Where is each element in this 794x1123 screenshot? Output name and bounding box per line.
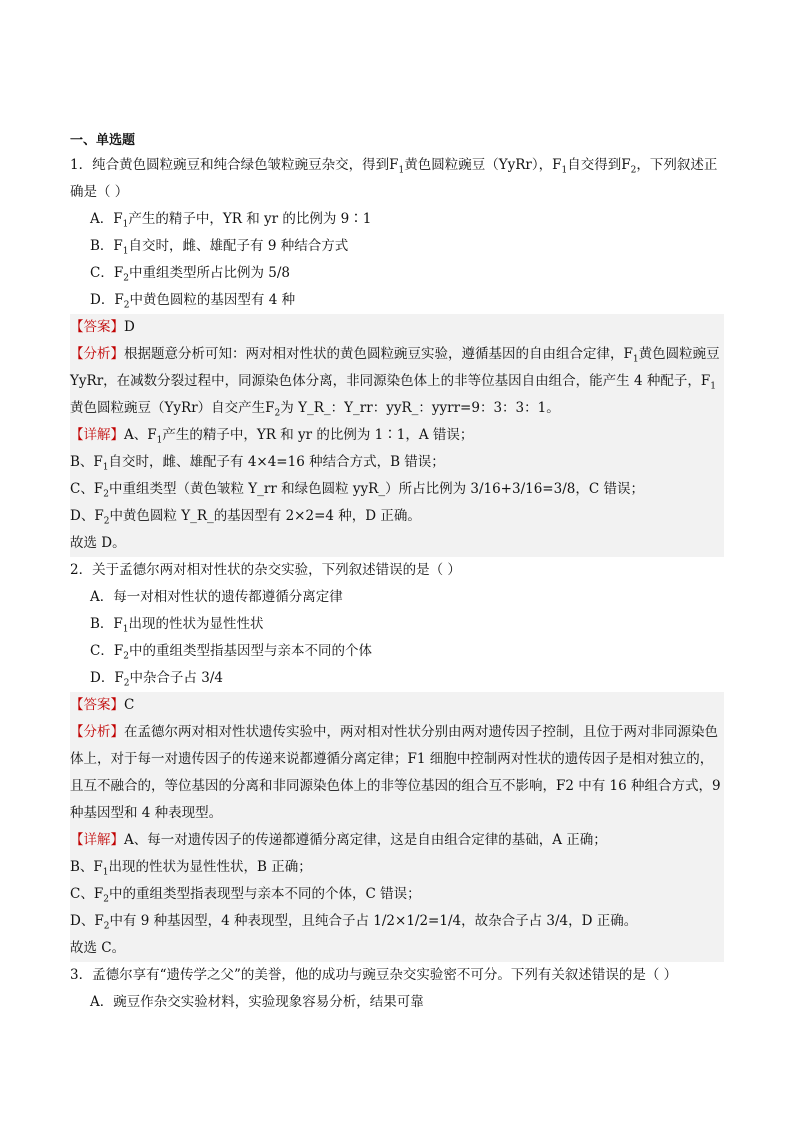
section-title: 一、单选题 (70, 133, 136, 148)
question-3-stem: 3．孟德尔享有“遗传学之父”的美誉，他的成功与豌豆杂交实验密不可分。下列有关叙述错误的是（ ） (70, 967, 678, 983)
conclusion-line: 故选 C。 (70, 940, 126, 956)
question-3 (70, 962, 724, 1016)
analysis-paragraph: 【分析】根据题意分析可知：两对相对性状的黄色圆粒豌豆实验，遵循基因的自由组合定律，$F_1$黄色圆粒豌豆 YyRr，在减数分裂过程中，同源染色体分离，非同源染色体上的非等位基因自由组合，能产生 4 种配子，$F_1$黄色圆粒豌豆（YyRr）自交产生$F_2$为 Y_R_：Y_rr：yyR_：yyrr=9：3：3：1。 (70, 346, 720, 419)
detail-line: B、$F_1$自交时，雌、雄配子有 4×4=16 种结合方式，B 错误； (70, 454, 445, 473)
question-1-option-c: C．$F_2$中重组类型所占比例为 5/8 (90, 265, 290, 284)
analysis-paragraph: 【分析】在孟德尔两对相对性状遗传实验中，两对相对性状分别由两对遗传因子控制，且位于两对非同源染色体上，对于每一对遗传因子的传递来说都遵循分离定律；F1 细胞中控制两对性状的遗传因子是相对独立的，且互不融合的，等位基因的分离和非同源染色体上的非等位基因的组合互不影响，F2 中有 16 种组合方式，9 种基因型和 4 种表现型。 (70, 724, 721, 821)
detail-tag: 【详解】 (70, 427, 124, 443)
analysis-tag: 【分析】 (70, 346, 124, 362)
detail-line: 【详解】A、$F_1$产生的精子中，YR 和 yr 的比例为 1∶1，A 错误； (70, 427, 474, 446)
conclusion-line: 故选 D。 (70, 535, 126, 551)
question-2-stem: 2．关于孟德尔两对相对性状的杂交实验，下列叙述错误的是（ ） (70, 562, 461, 578)
question-2 (70, 557, 724, 962)
question-1-option-d: D．$F_2$中黄色圆粒的基因型有 4 种 (90, 292, 296, 311)
answer-tag: 【答案】 (70, 319, 124, 335)
detail-line: 【详解】A、每一对遗传因子的传递都遵循分离定律，这是自由组合定律的基础，A 正确； (70, 832, 607, 848)
detail-line: C、$F_2$中重组类型（黄色皱粒 Y_rr 和绿色圆粒 yyR_）所占比例为 3/16+3/16=3/8，C 错误； (70, 481, 644, 500)
question-2-option-d: D．$F_2$中杂合子占 3/4 (90, 670, 223, 689)
document-content (70, 130, 724, 1016)
answer-tag: 【答案】 (70, 697, 124, 713)
question-1-answer-block (70, 314, 724, 557)
stem-text: 1．纯合黄色圆粒豌豆和纯合绿色皱粒豌豆杂交，得到 (70, 157, 390, 173)
detail-line: B、$F_1$出现的性状为显性性状，B 正确； (70, 859, 312, 878)
detail-tag: 【详解】 (70, 832, 124, 848)
question-2-option-c: C．$F_2$中的重组类型指基因型与亲本不同的个体 (90, 643, 372, 662)
analysis-tag: 【分析】 (70, 724, 124, 740)
detail-line: C、$F_2$中的重组类型指表现型与亲本不同的个体，C 错误； (70, 886, 421, 905)
question-1-option-a: A．$F_1$产生的精子中，YR 和 yr 的比例为 9∶1 (90, 211, 372, 230)
answer-line: 【答案】D (70, 319, 135, 335)
question-3-option-a: A．豌豆作杂交实验材料，实验现象容易分析，结果可靠 (90, 994, 424, 1010)
question-2-option-b: B．$F_1$出现的性状为显性性状 (90, 616, 264, 635)
detail-line: D、$F_2$中有 9 种基因型，4 种表现型，且纯合子占 1/2×1/2=1/4，故杂合子占 3/4，D 正确。 (70, 913, 638, 932)
question-1-option-b: B．$F_1$自交时，雌、雄配子有 9 种结合方式 (90, 238, 349, 257)
question-1-stem: 1．纯合黄色圆粒豌豆和纯合绿色皱粒豌豆杂交，得到$F_1$黄色圆粒豌豆（YyRr），$F_1$自交得到$F_2$，下列叙述正确是（ ） (70, 157, 718, 200)
detail-line: D、$F_2$中黄色圆粒 Y_R_的基因型有 2×2=4 种，D 正确。 (70, 508, 421, 527)
answer-line: 【答案】C (70, 697, 135, 713)
question-2-option-a: A．每一对相对性状的遗传都遵循分离定律 (90, 589, 343, 605)
question-2-answer-block (70, 692, 724, 962)
question-1 (70, 152, 724, 557)
